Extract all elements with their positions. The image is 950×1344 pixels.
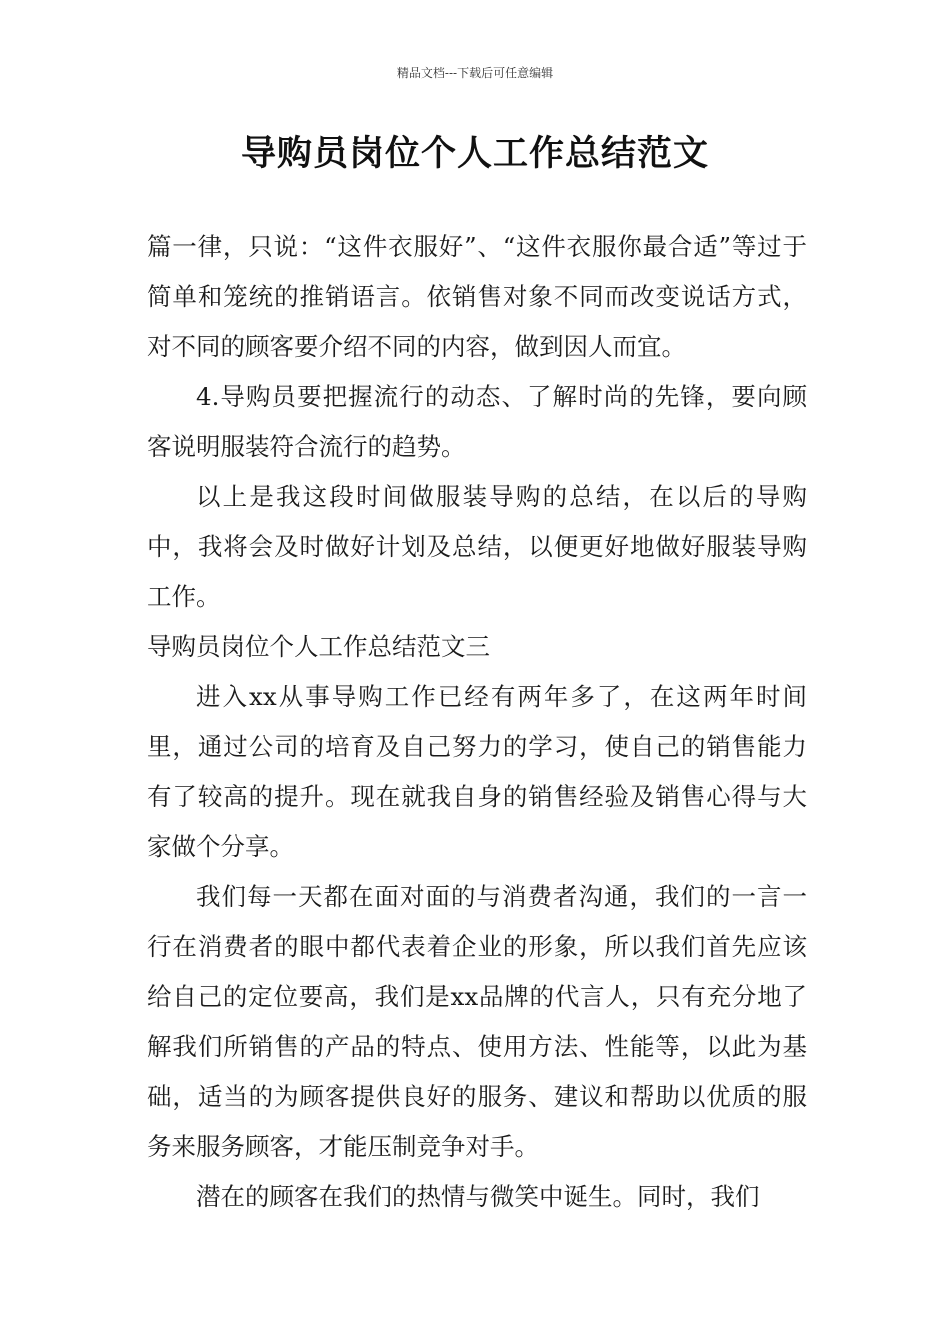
paragraph: 4.导购员要把握流行的动态、了解时尚的先锋，要向顾客说明服装符合流行的趋势。 [147,382,807,461]
paragraph: 进入xx从事导购工作已经有两年多了，在这两年时间里，通过公司的培育及自己努力的学习，使自己的销售能力有了较高的提升。现在就我自身的销售经验及销售心得与大家做个分享。 [147,682,807,861]
paragraph: 我们每一天都在面对面的与消费者沟通，我们的一言一行在消费者的眼中都代表着企业的形象，所以我们首先应该给自己的定位要高，我们是xx品牌的代言人，只有充分地了解我们所销售的产品的特点、使用方法、性能等，以此为基础，适当的为顾客提供良好的服务、建议和帮助以优质的服务来服务顾客，才能压制竞争对手。 [147,882,807,1161]
paragraph: 潜在的顾客在我们的热情与微笑中诞生。同时，我们 [196,1182,760,1211]
paragraph: 以上是我这段时间做服装导购的总结，在以后的导购中，我将会及时做好计划及总结，以便更好地做好服装导购工作。 [147,482,807,611]
document-body [147,222,807,1222]
page-header-watermark: 精品文档---下载后可任意编辑 [396,66,554,80]
section-heading: 导购员岗位个人工作总结范文三 [147,632,490,661]
paragraph: 篇一律，只说：“这件衣服好”、“这件衣服你最合适”等过于简单和笼统的推销语言。依销售对象不同而改变说话方式，对不同的顾客要介绍不同的内容，做到因人而宜。 [147,232,807,361]
document-title: 导购员岗位个人工作总结范文 [240,134,709,174]
